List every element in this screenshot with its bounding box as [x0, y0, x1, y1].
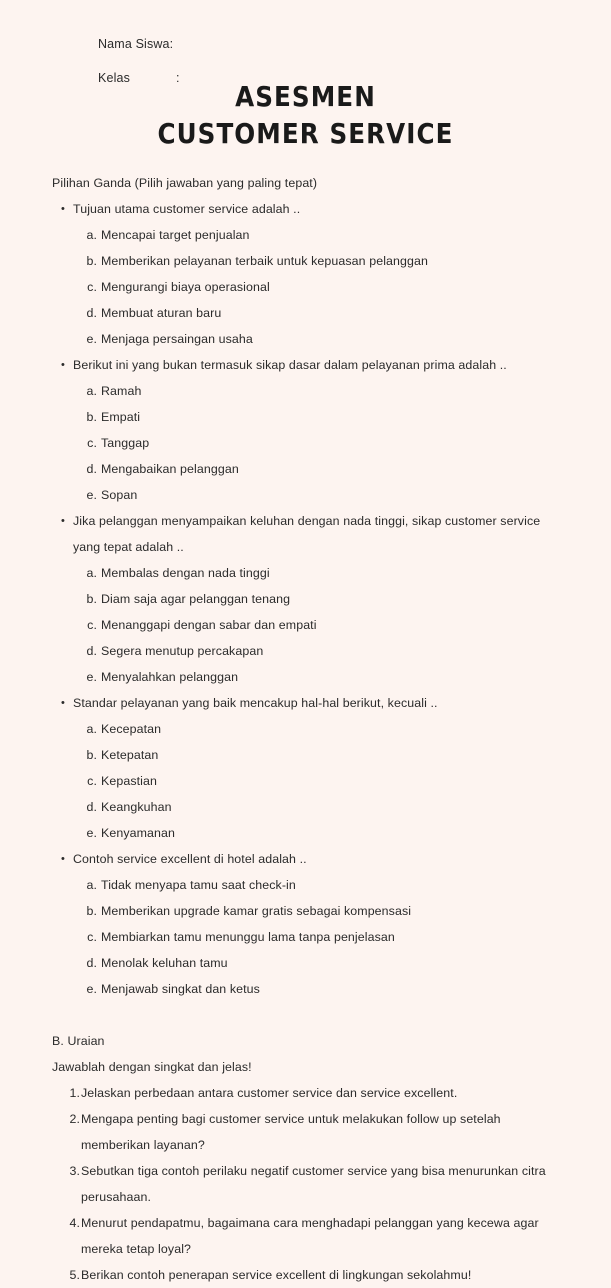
option-text: Tanggap — [101, 436, 150, 450]
option-item[interactable] — [52, 872, 562, 898]
essay-question-list — [52, 1080, 562, 1288]
option-text: Menjawab singkat dan ketus — [101, 982, 260, 996]
option-text: Mengabaikan pelanggan — [101, 462, 239, 476]
option-item[interactable] — [52, 560, 562, 586]
option-list — [52, 560, 562, 690]
section-spacer — [52, 1002, 562, 1028]
option-label: d. — [86, 462, 97, 476]
option-text: Diam saja agar pelanggan tenang — [101, 592, 291, 606]
multiple-choice-question — [52, 508, 562, 690]
option-text: Menjaga persaingan usaha — [101, 332, 253, 346]
essay-question-text: Jelaskan perbedaan antara customer service dan service excellent. — [81, 1086, 458, 1100]
essay-question-text: Mengapa penting bagi customer service untuk melakukan follow up setelah memberikan layanan? — [81, 1112, 501, 1152]
option-label: c. — [87, 774, 97, 788]
option-item[interactable] — [52, 898, 562, 924]
option-item[interactable] — [52, 716, 562, 742]
worksheet-content — [52, 170, 562, 1288]
question-text — [52, 352, 562, 378]
option-item[interactable] — [52, 742, 562, 768]
option-label: b. — [86, 410, 97, 424]
option-label: a. — [86, 384, 97, 398]
multiple-choice-question — [52, 846, 562, 1002]
page-title-line-1: ASESMEN — [235, 80, 376, 113]
option-item[interactable] — [52, 300, 562, 326]
option-label: d. — [86, 800, 97, 814]
multiple-choice-question — [52, 196, 562, 352]
essay-question-text: Sebutkan tiga contoh perilaku negatif customer service yang bisa menurunkan citra perusahaan. — [81, 1164, 546, 1204]
option-list — [52, 222, 562, 352]
option-text: Sopan — [101, 488, 138, 502]
essay-question-number: 5. — [69, 1268, 80, 1282]
option-item[interactable] — [52, 222, 562, 248]
question-text — [52, 690, 562, 716]
option-list — [52, 872, 562, 1002]
option-list — [52, 716, 562, 846]
bullet-icon: • — [61, 515, 65, 527]
question-label: Berikut ini yang bukan termasuk sikap dasar dalam pelayanan prima adalah .. — [73, 358, 507, 372]
bullet-icon: • — [61, 359, 65, 371]
question-text — [52, 196, 562, 222]
option-item[interactable] — [52, 924, 562, 950]
option-list — [52, 378, 562, 508]
option-text: Membuat aturan baru — [101, 306, 222, 320]
option-item[interactable] — [52, 248, 562, 274]
option-label: e. — [86, 982, 97, 996]
option-text: Menolak keluhan tamu — [101, 956, 228, 970]
document-title — [0, 82, 611, 149]
option-text: Segera menutup percakapan — [101, 644, 264, 658]
option-text: Menyalahkan pelanggan — [101, 670, 239, 684]
option-text: Menanggapi dengan sabar dan empati — [101, 618, 317, 632]
option-text: Kenyamanan — [101, 826, 176, 840]
student-name-row — [98, 37, 180, 54]
option-label: b. — [86, 904, 97, 918]
essay-question-text: Berikan contoh penerapan service excellent di lingkungan sekolahmu! — [81, 1268, 472, 1282]
essay-question-number: 2. — [69, 1112, 80, 1126]
essay-question-number: 4. — [69, 1216, 80, 1230]
bullet-icon: • — [61, 853, 65, 865]
option-label: b. — [86, 254, 97, 268]
question-text — [52, 508, 562, 560]
option-item[interactable] — [52, 274, 562, 300]
option-item[interactable] — [52, 430, 562, 456]
essay-question-item[interactable] — [52, 1210, 562, 1262]
option-text: Memberikan upgrade kamar gratis sebagai kompensasi — [101, 904, 412, 918]
question-label: Jika pelanggan menyampaikan keluhan dengan nada tinggi, sikap customer service yang tepat adalah .. — [73, 514, 541, 554]
option-text: Ramah — [101, 384, 142, 398]
option-text: Memberikan pelayanan terbaik untuk kepuasan pelanggan — [101, 254, 428, 268]
option-label: d. — [86, 956, 97, 970]
option-item[interactable] — [52, 664, 562, 690]
essay-question-item[interactable] — [52, 1262, 562, 1288]
option-item[interactable] — [52, 326, 562, 352]
multiple-choice-heading: Pilihan Ganda (Pilih jawaban yang paling tepat) — [52, 176, 318, 190]
option-label: e. — [86, 826, 97, 840]
option-label: d. — [86, 306, 97, 320]
option-text: Mencapai target penjualan — [101, 228, 250, 242]
option-label: a. — [86, 566, 97, 580]
essay-question-item[interactable] — [52, 1158, 562, 1210]
option-item[interactable] — [52, 976, 562, 1002]
option-item[interactable] — [52, 638, 562, 664]
essay-question-text: Menurut pendapatmu, bagaimana cara menghadapi pelanggan yang kecewa agar mereka tetap loyal? — [81, 1216, 539, 1256]
option-text: Tidak menyapa tamu saat check-in — [101, 878, 296, 892]
page-title-line-2: CUSTOMER SERVICE — [157, 117, 454, 151]
option-label: c. — [87, 280, 97, 294]
multiple-choice-question — [52, 690, 562, 846]
option-label: a. — [86, 228, 97, 242]
question-label: Tujuan utama customer service adalah .. — [73, 202, 301, 216]
question-text — [52, 846, 562, 872]
option-item[interactable] — [52, 482, 562, 508]
option-label: e. — [86, 332, 97, 346]
option-item[interactable] — [52, 378, 562, 404]
option-text: Membalas dengan nada tinggi — [101, 566, 270, 580]
option-item[interactable] — [52, 768, 562, 794]
option-item[interactable] — [52, 404, 562, 430]
student-class-colon: : — [176, 71, 180, 85]
option-text: Empati — [101, 410, 141, 424]
question-label: Contoh service excellent di hotel adalah .. — [73, 852, 307, 866]
essay-question-number: 3. — [69, 1164, 80, 1178]
option-item[interactable] — [52, 456, 562, 482]
essay-question-number: 1. — [69, 1086, 80, 1100]
essay-question-item[interactable] — [52, 1106, 562, 1158]
option-label: a. — [86, 722, 97, 736]
option-text: Keangkuhan — [101, 800, 172, 814]
multiple-choice-question-list — [52, 196, 562, 1002]
option-label: d. — [86, 644, 97, 658]
option-label: b. — [86, 592, 97, 606]
option-item[interactable] — [52, 794, 562, 820]
bullet-icon: • — [61, 203, 65, 215]
multiple-choice-question — [52, 352, 562, 508]
option-label: e. — [86, 488, 97, 502]
option-text: Kecepatan — [101, 722, 162, 736]
option-label: b. — [86, 748, 97, 762]
option-text: Mengurangi biaya operasional — [101, 280, 270, 294]
option-text: Membiarkan tamu menunggu lama tanpa penjelasan — [101, 930, 395, 944]
option-label: a. — [86, 878, 97, 892]
option-item[interactable] — [52, 820, 562, 846]
option-item[interactable] — [52, 612, 562, 638]
option-text: Kepastian — [101, 774, 158, 788]
essay-instruction: Jawablah dengan singkat dan jelas! — [52, 1060, 252, 1074]
option-label: e. — [86, 670, 97, 684]
option-text: Ketepatan — [101, 748, 159, 762]
option-item[interactable] — [52, 586, 562, 612]
essay-question-item[interactable] — [52, 1080, 562, 1106]
option-label: c. — [87, 436, 97, 450]
essay-section-label: B. Uraian — [52, 1034, 105, 1048]
option-label: c. — [87, 618, 97, 632]
student-class-label: Kelas — [98, 71, 131, 85]
question-label: Standar pelayanan yang baik mencakup hal-hal berikut, kecuali .. — [73, 696, 438, 710]
option-label: c. — [87, 930, 97, 944]
bullet-icon: • — [61, 697, 65, 709]
student-name-label: Nama Siswa: — [98, 37, 174, 51]
option-item[interactable] — [52, 950, 562, 976]
